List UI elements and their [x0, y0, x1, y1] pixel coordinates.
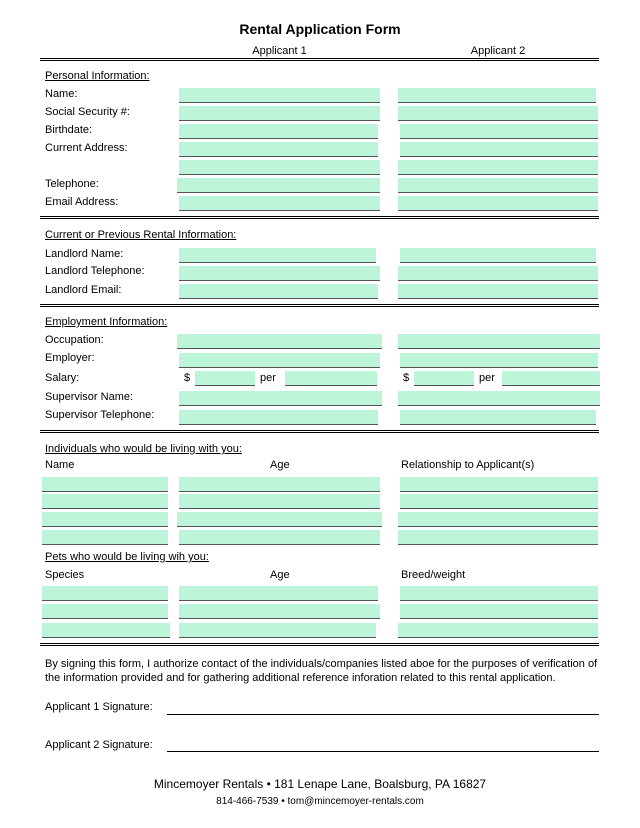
authorization-text: By signing this form, I authorize contact of the individuals/companies listed aboe for the purposes of verification of the information provided and for gathering additional reference inforation related to this rental application. [45, 658, 598, 684]
applicant2-landlord-telephone-field[interactable] [398, 266, 598, 281]
label-salary: Salary: [45, 372, 80, 384]
applicant2-telephone-field[interactable] [398, 178, 598, 193]
individual-age-field[interactable] [179, 494, 380, 509]
label-employer: Employer: [45, 352, 95, 364]
label-landlord-name: Landlord Name: [45, 248, 124, 260]
applicant1-signature-line[interactable] [167, 714, 599, 715]
label-supervisor-telephone: Supervisor Telephone: [45, 409, 155, 421]
applicant2-signature-line[interactable] [167, 751, 599, 752]
pet-age-field[interactable] [179, 604, 380, 619]
applicant2-landlord-name-field[interactable] [400, 248, 596, 263]
label-landlord-email: Landlord Email: [45, 284, 122, 296]
applicant2-salary-period-field[interactable] [502, 371, 600, 386]
label-telephone: Telephone: [45, 178, 99, 190]
pet-breed-field[interactable] [398, 623, 598, 638]
label-supervisor-name: Supervisor Name: [45, 391, 134, 403]
applicant1-landlord-telephone-field[interactable] [179, 266, 380, 281]
applicant1-currency-symbol: $ [184, 372, 191, 384]
individual-relationship-field[interactable] [398, 512, 598, 527]
column-header-pet-age: Age [270, 569, 290, 581]
section-heading-rental: Current or Previous Rental Information: [45, 229, 237, 241]
section-heading-employment: Employment Information: [45, 316, 168, 328]
applicant1-landlord-name-field[interactable] [179, 248, 376, 263]
individual-age-field[interactable] [177, 512, 382, 527]
column-header-relationship: Relationship to Applicant(s) [401, 459, 535, 471]
applicant2-supervisor-telephone-field[interactable] [400, 410, 596, 425]
applicant2-currency-symbol: $ [403, 372, 410, 384]
applicant1-supervisor-telephone-field[interactable] [179, 410, 378, 425]
individual-name-field[interactable] [42, 512, 168, 527]
label-landlord-telephone: Landlord Telephone: [45, 265, 145, 277]
label-occupation: Occupation: [45, 334, 104, 346]
individual-age-field[interactable] [179, 530, 380, 545]
applicant1-employer-field[interactable] [179, 353, 380, 368]
label-email: Email Address: [45, 196, 119, 208]
applicant2-address-line2-field[interactable] [398, 160, 598, 175]
column-header-species: Species [45, 569, 85, 581]
pet-age-field[interactable] [179, 623, 376, 638]
applicant1-address-line1-field[interactable] [179, 142, 378, 157]
applicant2-email-field[interactable] [398, 196, 598, 211]
individual-name-field[interactable] [42, 477, 168, 492]
label-birthdate: Birthdate: [45, 124, 93, 136]
applicant2-name-field[interactable] [398, 88, 596, 103]
label-applicant2-signature: Applicant 2 Signature: [45, 739, 153, 751]
pet-species-field[interactable] [42, 586, 168, 601]
pet-age-field[interactable] [179, 586, 378, 601]
individual-age-field[interactable] [179, 477, 380, 492]
applicant1-supervisor-name-field[interactable] [179, 391, 382, 406]
pet-breed-field[interactable] [400, 586, 598, 601]
applicant2-salary-amount-field[interactable] [414, 371, 474, 386]
applicant1-landlord-email-field[interactable] [179, 284, 378, 299]
applicant1-email-field[interactable] [179, 196, 380, 211]
applicant1-address-line2-field[interactable] [179, 160, 380, 175]
divider [40, 58, 599, 61]
applicant2-supervisor-name-field[interactable] [398, 391, 600, 406]
footer-company-line: Mincemoyer Rentals • 181 Lenape Lane, Boalsburg, PA 16827 [153, 777, 487, 791]
individual-name-field[interactable] [42, 530, 168, 545]
section-heading-individuals: Individuals who would be living with you: [45, 443, 242, 455]
applicant1-salary-period-field[interactable] [285, 371, 377, 386]
individual-name-field[interactable] [42, 494, 168, 509]
section-heading-pets: Pets who would be living wih you: [45, 551, 209, 563]
pet-breed-field[interactable] [400, 604, 598, 619]
label-ssn: Social Security #: [45, 106, 130, 118]
section-heading-personal: Personal Information: [45, 70, 150, 82]
applicant2-landlord-email-field[interactable] [398, 284, 598, 299]
applicant2-address-line1-field[interactable] [400, 142, 598, 157]
applicant2-employer-field[interactable] [400, 353, 598, 368]
applicant1-per-label: per [260, 372, 276, 384]
applicant1-name-field[interactable] [179, 88, 380, 103]
column-header-applicant2: Applicant 2 [470, 45, 526, 57]
label-applicant1-signature: Applicant 1 Signature: [45, 701, 153, 713]
divider [40, 216, 599, 219]
page-title: Rental Application Form [239, 21, 401, 37]
applicant2-occupation-field[interactable] [398, 334, 600, 349]
applicant1-salary-amount-field[interactable] [195, 371, 255, 386]
applicant2-per-label: per [479, 372, 495, 384]
individual-relationship-field[interactable] [400, 494, 598, 509]
label-address: Current Address: [45, 142, 128, 154]
applicant1-telephone-field[interactable] [177, 178, 380, 193]
pet-species-field[interactable] [42, 604, 168, 619]
applicant1-birthdate-field[interactable] [179, 124, 378, 139]
label-name: Name: [45, 88, 78, 100]
divider [40, 304, 599, 307]
divider [40, 643, 599, 646]
individual-relationship-field[interactable] [398, 530, 598, 545]
applicant1-ssn-field[interactable] [179, 106, 380, 121]
column-header-breed: Breed/weight [401, 569, 466, 581]
divider [40, 430, 599, 433]
column-header-age: Age [270, 459, 290, 471]
applicant2-birthdate-field[interactable] [400, 124, 598, 139]
footer-contact-line: 814-466-7539 • tom@mincemoyer-rentals.com [216, 796, 424, 807]
individual-relationship-field[interactable] [400, 477, 598, 492]
applicant2-ssn-field[interactable] [398, 106, 598, 121]
column-header-name: Name [45, 459, 75, 471]
pet-species-field[interactable] [42, 623, 170, 638]
column-header-applicant1: Applicant 1 [252, 45, 307, 57]
applicant1-occupation-field[interactable] [177, 334, 382, 349]
